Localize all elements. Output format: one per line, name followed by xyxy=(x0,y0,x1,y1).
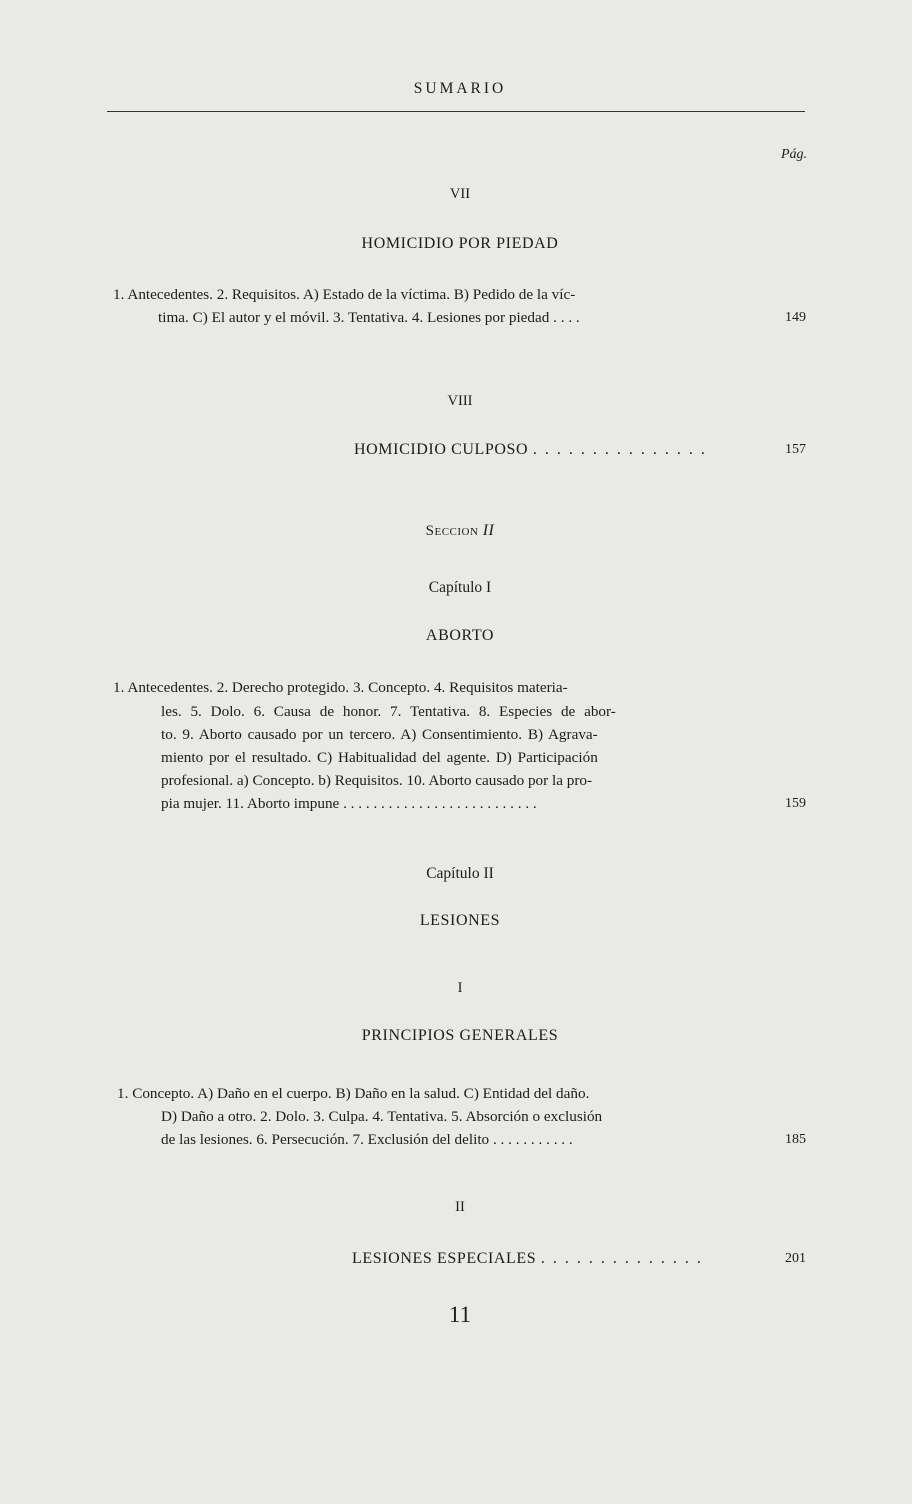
chapter-title-aborto: ABORTO xyxy=(425,627,495,644)
running-header: SUMARIO xyxy=(413,80,507,97)
chapter-label-i: Capítulo I xyxy=(428,579,492,596)
subchapter-numeral-ii: II xyxy=(455,1199,465,1215)
toc-entry-line: profesional. a) Concepto. b) Requisitos. 10. Aborto causado por la pro- xyxy=(161,772,593,789)
chapter-title-lesiones: LESIONES xyxy=(419,912,501,929)
toc-entry-line: tima. C) El autor y el móvil. 3. Tentativa. 4. Lesiones por piedad . . . . xyxy=(158,309,580,326)
toc-entry-line: 1. Concepto. A) Daño en el cuerpo. B) Daño en la salud. C) Entidad del daño. xyxy=(117,1085,590,1102)
section-numeral: II xyxy=(482,522,495,539)
section-word: Seccion xyxy=(425,523,479,539)
toc-page-number: 185 xyxy=(785,1132,806,1147)
toc-entry-line: 1. Antecedentes. 2. Derecho protegido. 3. Concepto. 4. Requisitos materia- xyxy=(113,679,568,696)
toc-entry-line: D) Daño a otro. 2. Dolo. 3. Culpa. 4. Tentativa. 5. Absorción o exclusión xyxy=(161,1108,603,1125)
toc-entry-line: pia mujer. 11. Aborto impune . . . . . . . . . . . . . . . . . . . . . . . . . . xyxy=(161,795,537,812)
section-label xyxy=(110,522,810,540)
leader-dots: . . . . . . . . . . . . . . xyxy=(540,1250,703,1267)
subchapter-numeral-i: I xyxy=(457,980,463,996)
toc-entry-homicidio-culposo xyxy=(354,441,707,459)
toc-entry-line: to. 9. Aborto causado por un tercero. A) Consentimiento. B) Agrava- xyxy=(161,726,598,743)
toc-page-number: 159 xyxy=(785,796,806,811)
toc-page-number: 149 xyxy=(785,310,806,325)
toc-page-number: 201 xyxy=(785,1251,806,1266)
subchapter-title-lesiones-especiales: LESIONES ESPECIALES xyxy=(352,1250,537,1267)
leader-dots: . . . . . . . . . . . . . . . xyxy=(532,441,707,458)
chapter-title-homicidio-por-piedad: HOMICIDIO POR PIEDAD xyxy=(361,235,559,252)
toc-page-number: 157 xyxy=(785,442,806,457)
chapter-label-ii: Capítulo II xyxy=(426,865,494,882)
chapter-numeral-viii: VIII xyxy=(447,393,473,409)
header-rule xyxy=(107,111,805,112)
subchapter-title-principios-generales: PRINCIPIOS GENERALES xyxy=(361,1027,559,1044)
toc-entry-lesiones-especiales xyxy=(352,1250,703,1268)
chapter-numeral-vii: VII xyxy=(449,186,471,202)
page-column-label: Pág. xyxy=(780,147,807,162)
toc-entry-line: miento por el resultado. C) Habitualidad del agente. D) Participación xyxy=(161,749,598,766)
toc-entry-line: 1. Antecedentes. 2. Requisitos. A) Estado de la víctima. B) Pedido de la víc- xyxy=(113,286,576,303)
page-folio: 11 xyxy=(448,1302,472,1327)
toc-entry-line: les. 5. Dolo. 6. Causa de honor. 7. Tentativa. 8. Especies de abor- xyxy=(161,703,616,720)
chapter-title-homicidio-culposo: HOMICIDIO CULPOSO xyxy=(354,441,529,458)
toc-entry-line: de las lesiones. 6. Persecución. 7. Exclusión del delito . . . . . . . . . . . xyxy=(161,1131,573,1148)
